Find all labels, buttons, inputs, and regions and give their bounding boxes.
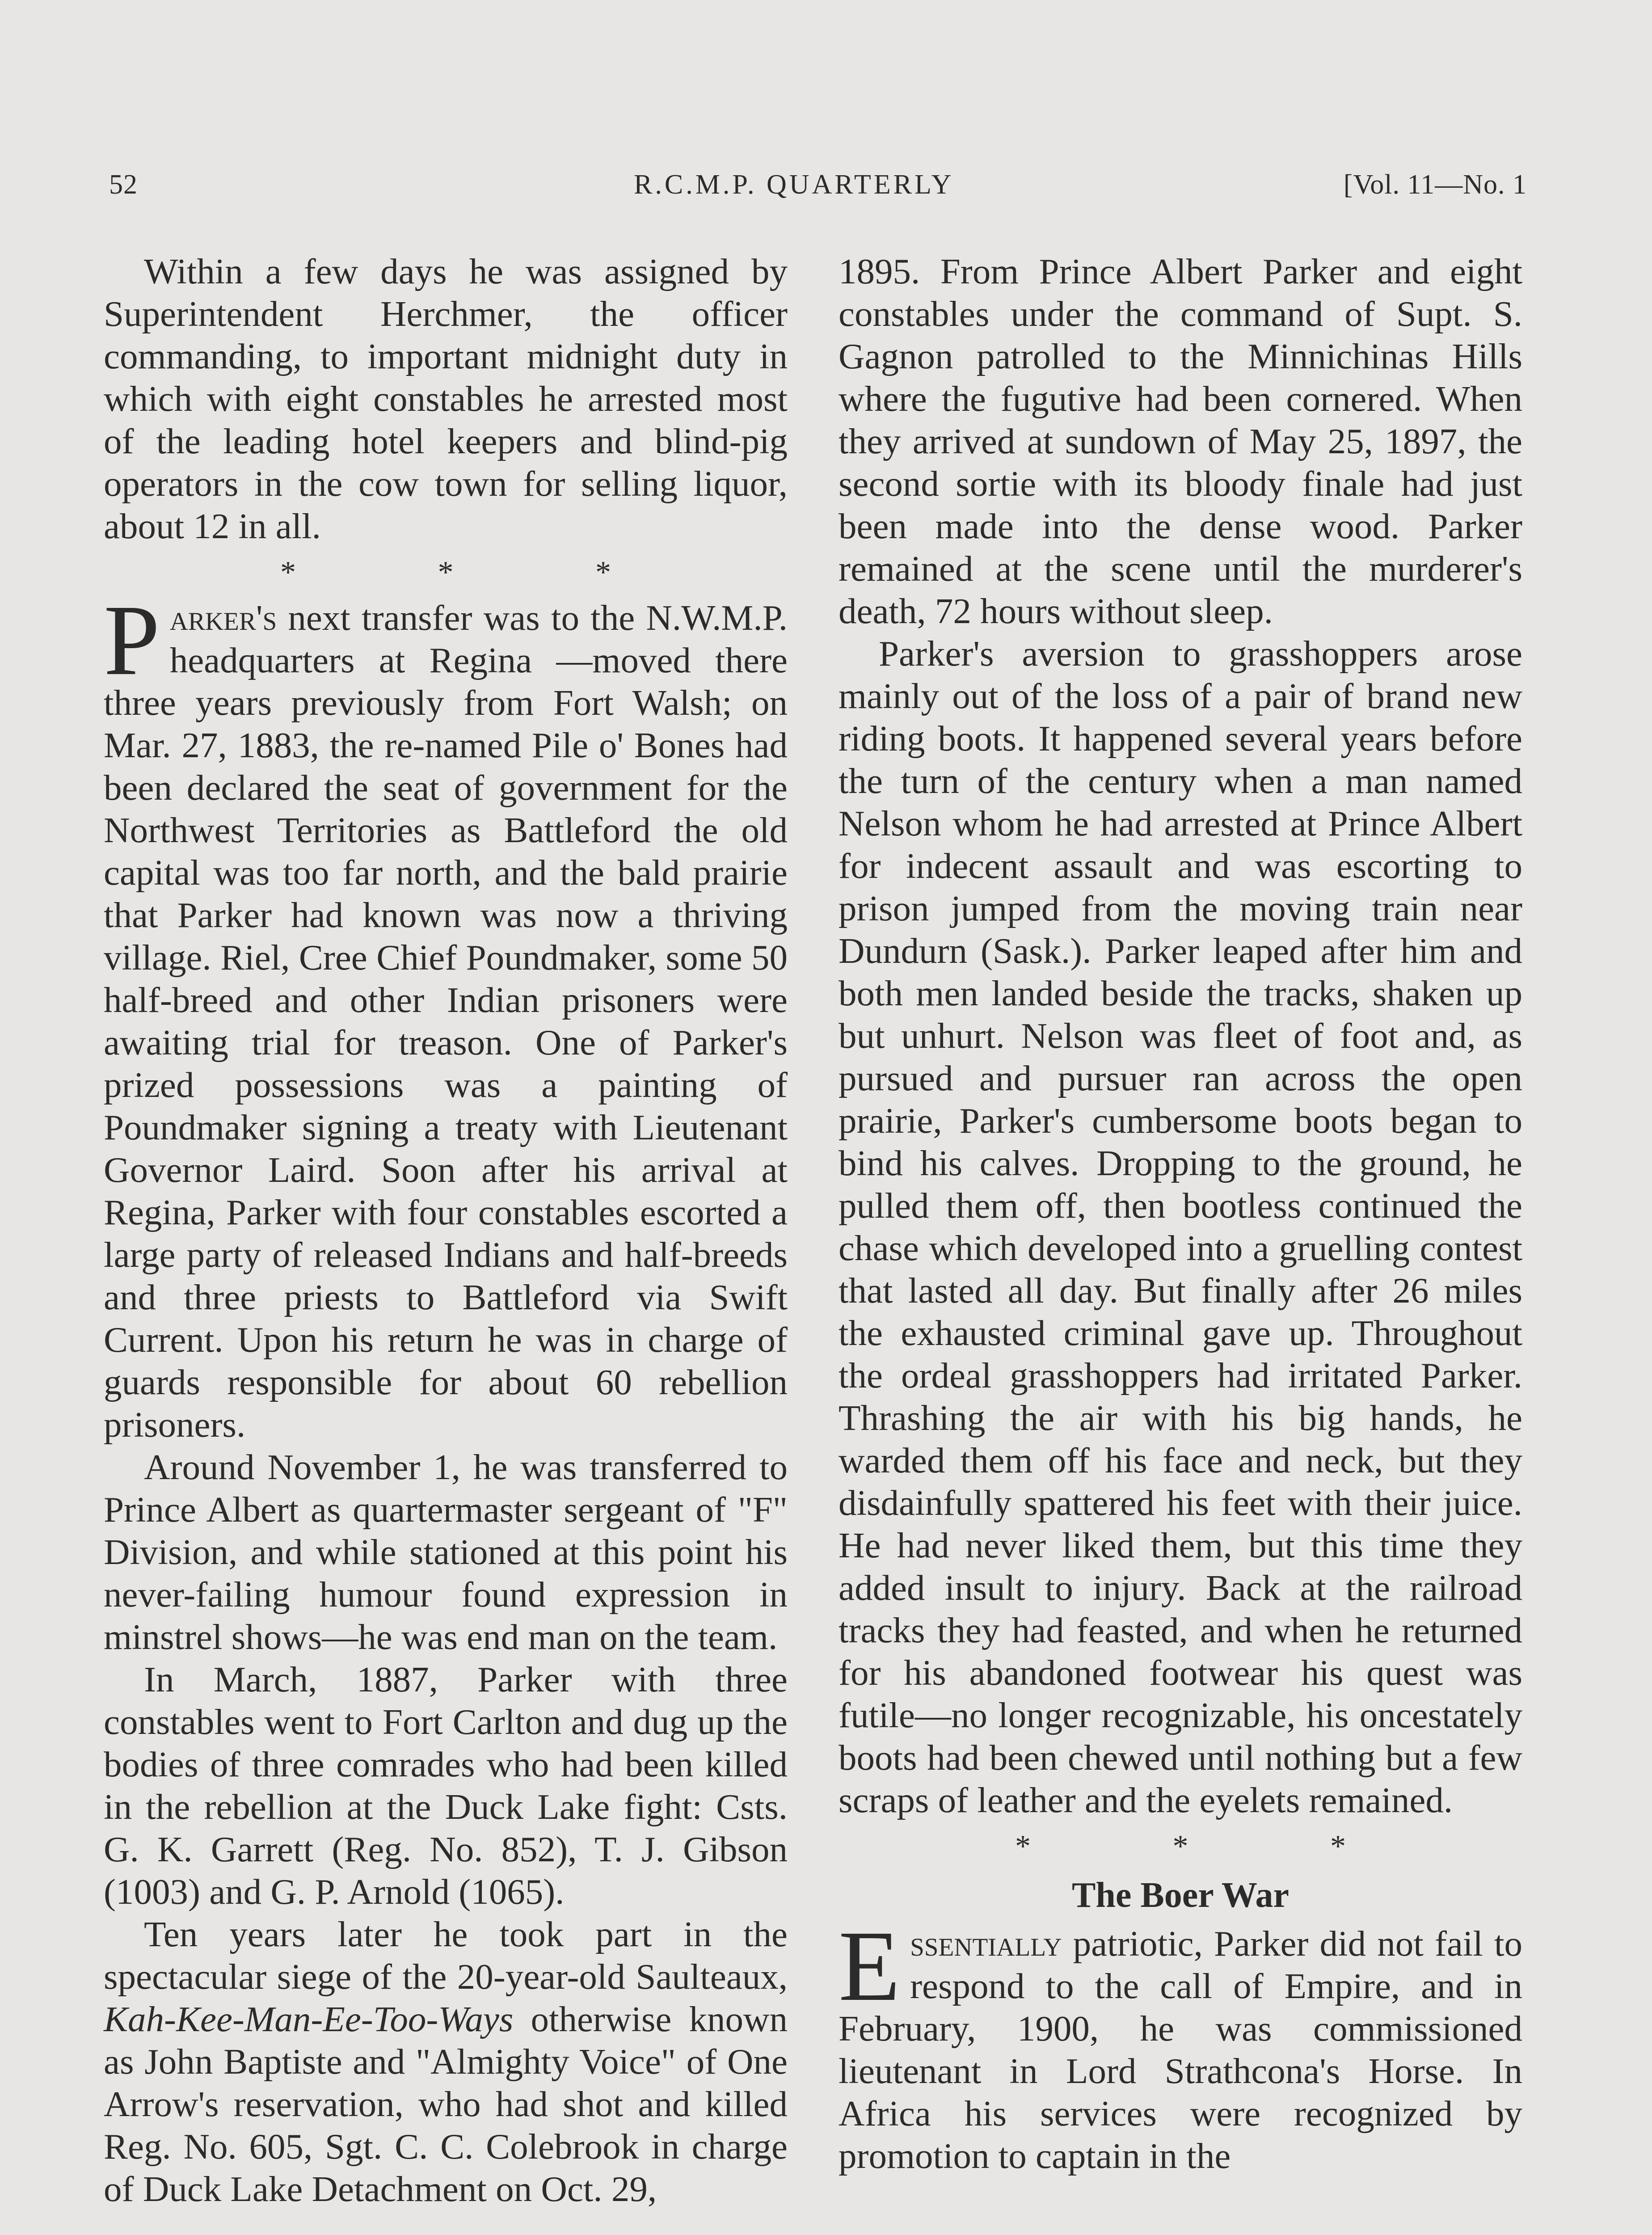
page-header xyxy=(0,169,1652,218)
paragraph: In March, 1887, Parker with three constables went to Fort Carlton and dug up the bodies of three comrades who had been killed in the rebellion at the Duck Lake fight: Csts. G. K. Garrett (Reg. No. 852), T. J. Gibson (1003) and G. P. Arnold (1065). xyxy=(104,1659,788,1912)
small-caps-lead: ssentially xyxy=(910,1923,1062,1964)
right-column xyxy=(839,250,1522,2177)
section-heading: The Boer War xyxy=(1072,1876,1289,1915)
section-divider: * * * xyxy=(1015,1829,1413,1864)
paragraph xyxy=(104,584,788,1446)
drop-cap: P xyxy=(104,584,160,696)
journal-title: R.C.M.P. QUARTERLY xyxy=(634,169,954,200)
paragraph-text: next transfer was to the N.W.M.P. headquarters at Regina —moved there three years previously from Fort Walsh; on Mar. 27, 1883, the re-named Pile o' Bones had been declared the seat of government for the Northwest Territories as Battleford the old capital was too far north, and the bald prairie that Parker had known was now a thriving village. Riel, Cree Chief Poundmaker, some 50 half-breed and other Indian prisoners were awaiting trial for treason. One of Parker's prized possessions was a painting of Poundmaker signing a treaty with Lieutenant Governor Laird. Soon after his arrival at Regina, Parker with four constables escorted a large party of released Indians and half-breeds and three priests to Battleford via Swift Current. Upon his return he was in charge of guards responsible for about 60 rebellion prisoners. xyxy=(104,598,788,1445)
paragraph: Within a few days he was assigned by Superintendent Herchmer, the officer commanding, to important midnight duty in which with eight constables he arrested most of the leading hotel keepers and blind-pig operators in the cow town for selling liquor, about 12 in all. xyxy=(104,251,788,546)
paragraph-text: Ten years later he took part in the spectacular siege of the 20-year-old Saulteaux, xyxy=(104,1914,788,1997)
italic-name: Kah-Kee-Man-Ee-Too-Ways xyxy=(104,1999,514,2039)
small-caps-lead: arker's xyxy=(169,598,277,638)
paragraph xyxy=(104,1913,788,2210)
section-divider: * * * xyxy=(280,555,678,590)
drop-cap: E xyxy=(839,1910,901,2022)
paragraph: Around November 1, he was transferred to Prince Albert as quartermaster sergeant of "F" Division, and while stationed at this point his never-failing humour found expression in minstrel shows—he was end man on the team. xyxy=(104,1447,788,1657)
volume-label: [Vol. 11—No. 1 xyxy=(1343,169,1527,200)
paragraph xyxy=(839,1910,1522,2177)
paragraph: 1895. From Prince Albert Parker and eight constables under the command of Supt. S. Gagnon patrolled to the Minnichinas Hills where the fugutive had been cornered. When they arrived at sundown of May 25, 1897, the second sortie with its bloody finale had just been made into the dense wood. Parker remained at the scene until the murderer's death, 72 hours without sleep. xyxy=(839,251,1522,631)
page-number: 52 xyxy=(109,169,138,200)
paragraph-text: otherwise known as John Baptiste and "Almighty Voice" of One Arrow's reservation, who had shot and killed Reg. No. 605, Sgt. C. C. Colebrook in charge of Duck Lake Detachment on Oct. 29, xyxy=(104,1999,788,2209)
paragraph-text: patriotic, Parker did not fail to respond to the call of Empire, and in February, 1900, he was commissioned lieutenant in Lord Strathcona's Horse. In Africa his services were recognized by promotion to captain in the xyxy=(839,1923,1522,2176)
left-column xyxy=(104,250,788,2210)
paragraph: Parker's aversion to grasshoppers arose mainly out of the loss of a pair of brand new riding boots. It happened several years before the turn of the century when a man named Nelson whom he had arrested at Prince Albert for indecent assault and was escorting to prison jumped from the moving train near Dundurn (Sask.). Parker leaped after him and both men landed beside the tracks, shaken up but unhurt. Nelson was fleet of foot and, as pursued and pursuer ran across the open prairie, Parker's cumbersome boots began to bind his calves. Dropping to the ground, he pulled them off, then bootless continued the chase which developed into a gruelling contest that lasted all day. But finally after 26 miles the exhausted criminal gave up. Throughout the ordeal grasshoppers had irritated Parker. Thrashing the air with his big hands, he warded them off his face and neck, but they disdainfully spattered his feet with their juice. He had never liked them, but this time they added insult to injury. Back at the railroad tracks they had feasted, and when he returned for his abandoned footwear his quest was futile—no longer recognizable, his oncestately boots had been chewed until nothing but a few scraps of leather and the eyelets remained. xyxy=(839,633,1522,1820)
